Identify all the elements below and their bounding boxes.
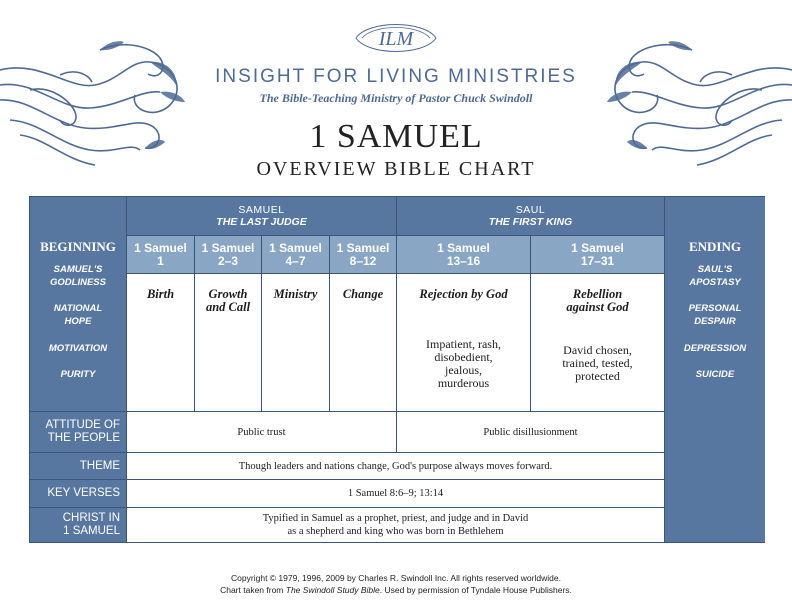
ilm-logo-icon — [348, 14, 444, 62]
section-ref: 1 Samuel 1 — [126, 235, 194, 273]
theme-label: THEME — [30, 452, 126, 479]
christ-value: Typified in Samuel as a prophet, priest, and judge and in David as a shepherd and king who was born in Bethlehem — [126, 507, 664, 542]
key-verses-value: 1 Samuel 8:6–9; 13:14 — [126, 479, 664, 507]
section-label: Ministry — [273, 287, 318, 301]
ending-item: DEPRESSION — [683, 343, 747, 354]
overview-chart — [29, 196, 765, 543]
key-verses-label: KEY VERSES — [30, 479, 126, 507]
ending-item: SUICIDE — [695, 369, 735, 380]
section-ref: 1 Samuel 13–16 — [396, 235, 530, 273]
section-label: against God — [566, 300, 629, 314]
ending-column — [664, 197, 765, 542]
section-cell — [396, 273, 530, 411]
section-description: David chosen, trained, tested, protected — [562, 343, 633, 383]
logo-text: ILM — [378, 28, 414, 50]
samuel-subtitle: THE LAST JUDGE — [216, 216, 307, 228]
section-label: Birth — [146, 287, 175, 301]
samuel-header — [126, 197, 396, 235]
saul-header — [396, 197, 664, 235]
section-ref: 1 Samuel 4–7 — [261, 235, 329, 273]
beginning-title: BEGINNING — [40, 239, 116, 254]
section-ref: 1 Samuel 17–31 — [530, 235, 664, 273]
section-ref: 1 Samuel 2–3 — [194, 235, 261, 273]
copyright-line: Copyright © 1979, 1996, 2009 by Charles R. Swindoll Inc. All rights reserved worldwide. — [231, 573, 561, 583]
section-label: Rejection by God — [419, 287, 508, 301]
section-label: Change — [342, 287, 384, 301]
beginning-item: MOTIVATION — [48, 343, 108, 354]
ending-item: PERSONAL DESPAIR — [688, 303, 742, 327]
section-description: Impatient, rash, disobedient, jealous, murderous — [426, 337, 501, 390]
christ-label: CHRIST IN 1 SAMUEL — [30, 507, 126, 542]
saul-name: SAUL — [515, 204, 546, 216]
attitude-saul: Public disillusionment — [396, 411, 664, 452]
theme-value: Though leaders and nations change, God's purpose always moves forward. — [126, 452, 664, 479]
beginning-item: SAMUEL'S GODLINESS — [50, 264, 106, 288]
page-title: 1 SAMUEL — [309, 118, 483, 155]
organization-tagline: The Bible-Teaching Ministry of Pastor Chuck Swindoll — [259, 91, 533, 105]
beginning-item: PURITY — [60, 369, 96, 380]
saul-subtitle: THE FIRST KING — [488, 216, 573, 228]
source-line: Chart taken from The Swindoll Study Bible. Used by permission of Tyndale House Publishers. — [220, 585, 572, 595]
beginning-item: NATIONAL HOPE — [53, 303, 103, 327]
section-cell — [530, 273, 664, 411]
beginning-column — [30, 197, 126, 411]
samuel-name: SAMUEL — [238, 204, 285, 216]
section-cell — [329, 273, 396, 411]
page-subtitle: OVERVIEW BIBLE CHART — [256, 158, 536, 180]
ending-title: ENDING — [688, 239, 741, 254]
section-cell — [194, 273, 261, 411]
section-ref: 1 Samuel 8–12 — [329, 235, 396, 273]
copyright-footer — [0, 572, 792, 596]
section-label: Growth — [208, 287, 248, 301]
ending-item: SAUL'S APOSTASY — [689, 264, 741, 288]
section-label: Rebellion — [572, 287, 623, 301]
attitude-label: ATTITUDE OF THE PEOPLE — [30, 411, 126, 452]
organization-name: INSIGHT FOR LIVING MINISTRIES — [215, 66, 577, 87]
section-cell — [126, 273, 194, 411]
attitude-samuel: Public trust — [126, 411, 396, 452]
section-cell — [261, 273, 329, 411]
section-label: and Call — [205, 300, 251, 314]
